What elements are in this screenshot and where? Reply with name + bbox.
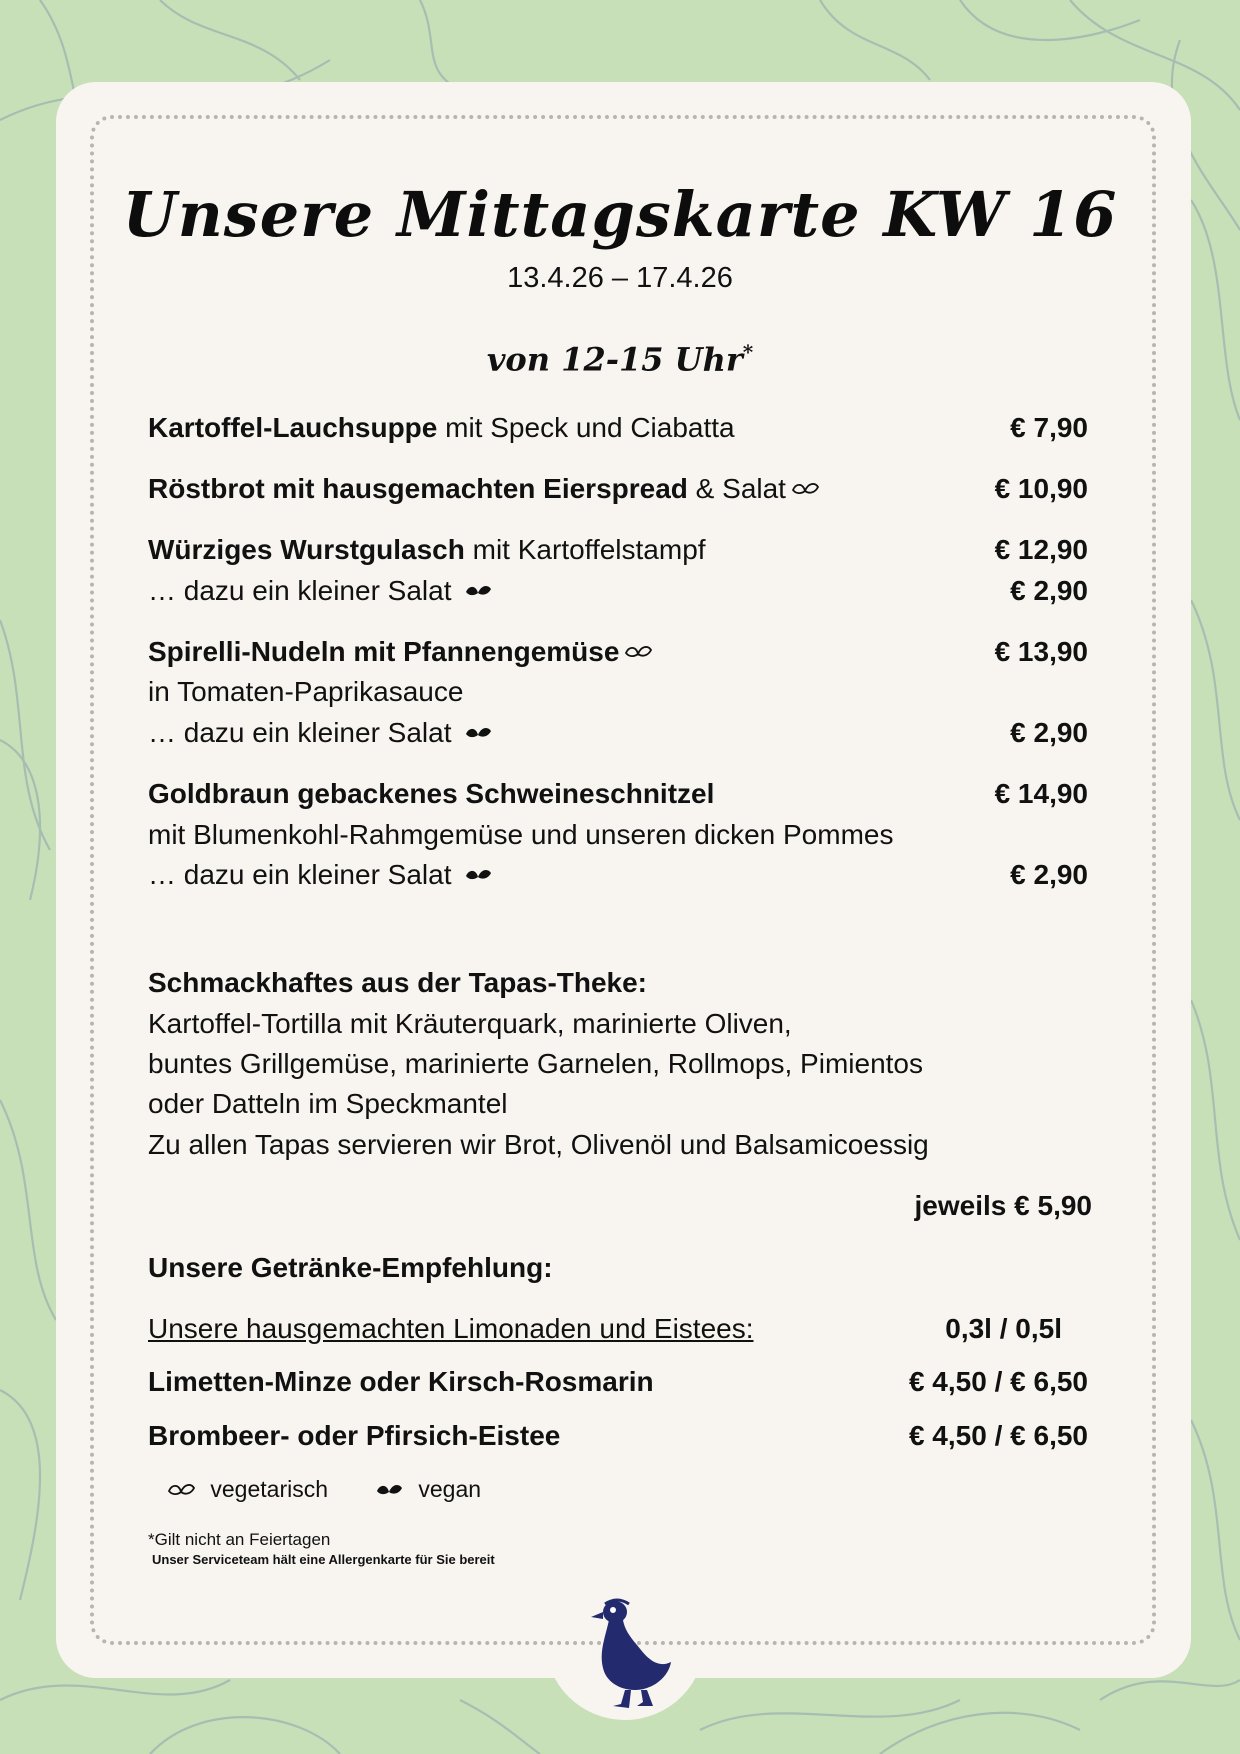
dish-5-description: mit Blumenkohl-Rahmgemüse und unseren dicken Pommes (148, 819, 894, 850)
dish-3: Würziges Wurstgulasch mit Kartoffelstampf (148, 534, 706, 565)
dish-4: Spirelli-Nudeln mit Pfannengemüse (148, 635, 653, 671)
dish-3-price: € 12,90 (994, 534, 1088, 565)
holiday-note: *Gilt nicht an Feiertagen (148, 1530, 331, 1549)
dish-5-side-price: € 2,90 (1010, 859, 1088, 890)
dish-5: Goldbraun gebackenes Schweineschnitzel (148, 778, 715, 809)
legend-vegetarian-label: vegetarisch (210, 1476, 329, 1502)
duck-logo (585, 1590, 675, 1710)
dish-4-price: € 13,90 (994, 636, 1088, 667)
dish-3-side: … dazu ein kleiner Salat (148, 574, 493, 610)
dish-2: Röstbrot mit hausgemachten Eierspread & Salat (148, 472, 820, 508)
drink-2: Brombeer- oder Pfirsich-Eistee (148, 1420, 561, 1451)
vegan-icon (463, 860, 493, 894)
dish-2-price: € 10,90 (994, 473, 1088, 504)
dish-4-side-price: € 2,90 (1010, 717, 1088, 748)
drinks-heading: Unsere Getränke-Empfehlung: (148, 1252, 553, 1283)
legend-vegetarian (166, 1476, 328, 1503)
vegan-icon (463, 718, 493, 752)
vegetarian-icon (790, 474, 820, 508)
dish-5-price: € 14,90 (994, 778, 1088, 809)
page-title: Unsere Mittagskarte KW 16 (122, 178, 1118, 251)
drink-1: Limetten-Minze oder Kirsch-Rosmarin (148, 1366, 654, 1397)
tapas-line-2: buntes Grillgemüse, marinierte Garnelen, Rollmops, Pimientos (148, 1048, 923, 1079)
tapas-heading: Schmackhaftes aus der Tapas-Theke: (148, 967, 648, 998)
legend-vegan-label: vegan (418, 1476, 482, 1502)
tapas-line-1: Kartoffel-Tortilla mit Kräuterquark, marinierte Oliven, (148, 1008, 792, 1039)
dish-4-description: in Tomaten-Paprikasauce (148, 676, 464, 707)
vegan-icon (374, 1476, 404, 1502)
date-range: 13.4.26 – 17.4.26 (507, 262, 733, 294)
serving-hours: von 12-15 Uhr* (486, 340, 754, 379)
vegetarian-icon (166, 1476, 196, 1502)
dish-4-side: … dazu ein kleiner Salat (148, 716, 493, 752)
drink-2-price: € 4,50 / € 6,50 (908, 1420, 1088, 1451)
tapas-line-3: oder Datteln im Speckmantel (148, 1088, 508, 1119)
tapas-price: jeweils € 5,90 (914, 1190, 1092, 1221)
vegan-icon (463, 576, 493, 610)
dish-3-side-price: € 2,90 (1010, 575, 1088, 606)
vegetarian-icon (623, 637, 653, 671)
drinks-subheading: Unsere hausgemachten Limonaden und Eistees: (148, 1313, 754, 1344)
dish-5-side: … dazu ein kleiner Salat (148, 858, 493, 894)
drink-1-price: € 4,50 / € 6,50 (908, 1366, 1088, 1397)
tapas-line-4: Zu allen Tapas servieren wir Brot, Olivenöl und Balsamicoessig (148, 1129, 929, 1160)
dish-1-price: € 7,90 (1010, 412, 1088, 443)
legend-vegan (374, 1476, 481, 1503)
dish-1: Kartoffel-Lauchsuppe mit Speck und Ciabatta (148, 412, 735, 443)
allergen-note: Unser Serviceteam hält eine Allergenkarte für Sie bereit (152, 1552, 495, 1567)
drinks-sizes: 0,3l / 0,5l (945, 1313, 1062, 1344)
